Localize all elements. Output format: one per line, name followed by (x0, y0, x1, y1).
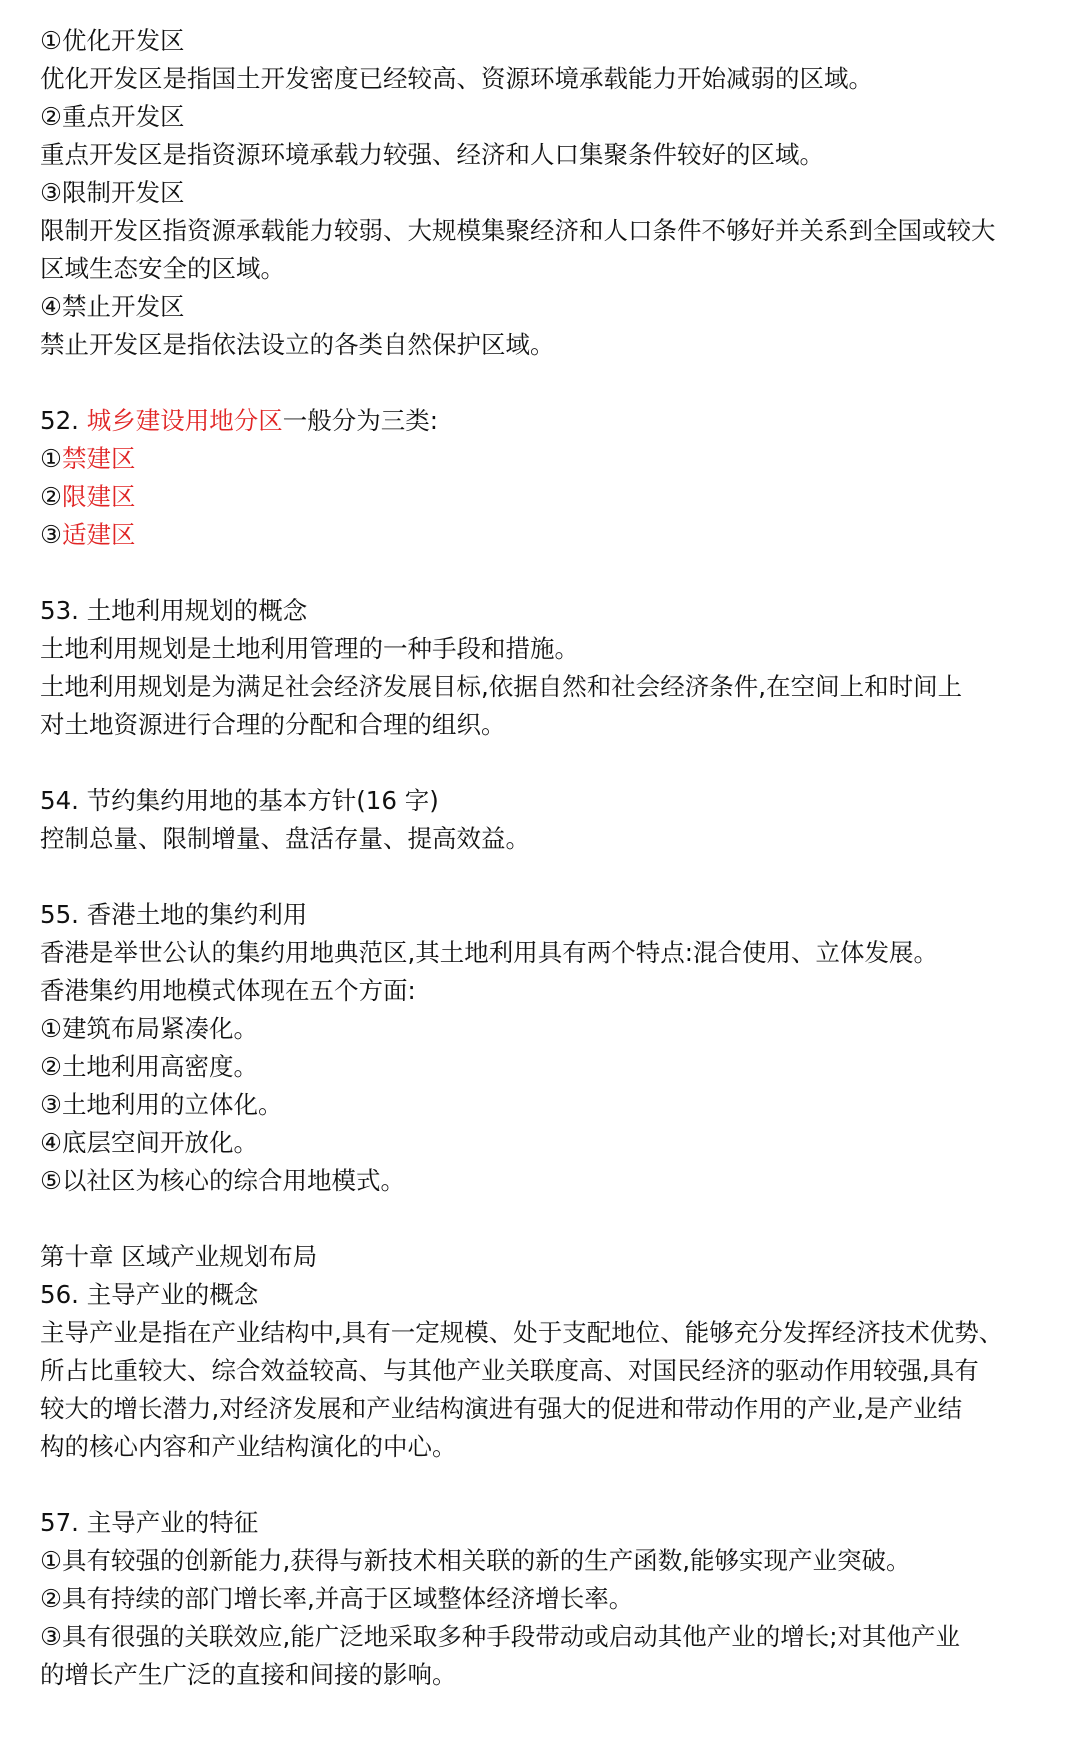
section-54-heading: 54. 节约集约用地的基本方针(16 字) (40, 786, 439, 815)
list-item: ①建筑布局紧凑化。 (40, 1014, 258, 1043)
list-item: ③土地利用的立体化。 (40, 1090, 283, 1119)
section-52-highlight: 城乡建设用地分区 (86, 406, 283, 435)
section-57-line-3: ③具有很强的关联效应,能广泛地采取多种手段带动或启动其他产业的增长;对其他产业 (40, 1622, 961, 1651)
section-51-zones (40, 22, 1040, 364)
construction-zone-2 (40, 478, 1040, 516)
zone-title-1: ①优化开发区 (40, 26, 185, 55)
zone-title-4: ④禁止开发区 (40, 292, 185, 321)
zone-name-1: 禁建区 (61, 444, 136, 473)
section-53-heading: 53. 土地利用规划的概念 (40, 596, 308, 625)
section-52-suffix: 一般分为三类: (282, 406, 439, 435)
zone-title-3: ③限制开发区 (40, 178, 185, 207)
zone-title-2: ②重点开发区 (40, 102, 185, 131)
zone-mark-2: ② (40, 482, 62, 511)
list-item: ⑤以社区为核心的综合用地模式。 (40, 1166, 405, 1195)
section-56-line-2: 所占比重较大、综合效益较高、与其他产业关联度高、对国民经济的驱动作用较强,具有 (40, 1356, 979, 1385)
section-54 (40, 782, 1040, 858)
chapter-title: 第十章 区域产业规划布局 (40, 1242, 318, 1271)
section-57-line-1: ①具有较强的创新能力,获得与新技术相关联的新的生产函数,能够实现产业突破。 (40, 1546, 911, 1575)
zone-desc-3-line-1: 限制开发区指资源承载能力较弱、大规模集聚经济和人口条件不够好并关系到全国或较大 (40, 216, 996, 245)
zone-name-3: 适建区 (61, 520, 136, 549)
section-55 (40, 896, 1040, 1200)
zone-mark-1: ① (40, 444, 62, 473)
construction-zone-3 (40, 516, 1040, 554)
zone-desc-2: 重点开发区是指资源环境承载力较强、经济和人口集聚条件较好的区域。 (40, 140, 824, 169)
section-53-line-3: 对土地资源进行合理的分配和合理的组织。 (40, 710, 506, 739)
list-item: ④底层空间开放化。 (40, 1128, 258, 1157)
zone-desc-4: 禁止开发区是指依法设立的各类自然保护区域。 (40, 330, 555, 359)
section-53 (40, 592, 1040, 744)
section-56 (40, 1238, 1040, 1466)
section-56-line-1: 主导产业是指在产业结构中,具有一定规模、处于支配地位、能够充分发挥经济技术优势、 (40, 1318, 1004, 1347)
section-52-number: 52. (40, 406, 79, 435)
construction-zone-1 (40, 440, 1040, 478)
zone-desc-3-line-2: 区域生态安全的区域。 (40, 254, 285, 283)
section-56-line-3: 较大的增长潜力,对经济发展和产业结构演进有强大的促进和带动作用的产业,是产业结 (40, 1394, 963, 1423)
section-57-heading: 57. 主导产业的特征 (40, 1508, 259, 1537)
section-53-line-2: 土地利用规划是为满足社会经济发展目标,依据自然和社会经济条件,在空间上和时间上 (40, 672, 963, 701)
section-52 (40, 402, 1040, 554)
zone-desc-1: 优化开发区是指国土开发密度已经较高、资源环境承载能力开始减弱的区域。 (40, 64, 873, 93)
section-56-line-4: 构的核心内容和产业结构演化的中心。 (40, 1432, 457, 1461)
section-57-line-2: ②具有持续的部门增长率,并高于区域整体经济增长率。 (40, 1584, 634, 1613)
section-53-line-1: 土地利用规划是土地利用管理的一种手段和措施。 (40, 634, 579, 663)
section-57-line-4: 的增长产生广泛的直接和间接的影响。 (40, 1660, 457, 1689)
section-52-heading (40, 402, 1040, 440)
section-54-line-1: 控制总量、限制增量、盘活存量、提高效益。 (40, 824, 530, 853)
section-55-heading: 55. 香港土地的集约利用 (40, 900, 308, 929)
list-item: ②土地利用高密度。 (40, 1052, 258, 1081)
section-55-line-2: 香港集约用地模式体现在五个方面: (40, 976, 416, 1005)
section-56-heading: 56. 主导产业的概念 (40, 1280, 259, 1309)
section-55-line-1: 香港是举世公认的集约用地典范区,其土地利用具有两个特点:混合使用、立体发展。 (40, 938, 939, 967)
zone-name-2: 限建区 (61, 482, 136, 511)
section-57 (40, 1504, 1040, 1694)
zone-mark-3: ③ (40, 520, 62, 549)
